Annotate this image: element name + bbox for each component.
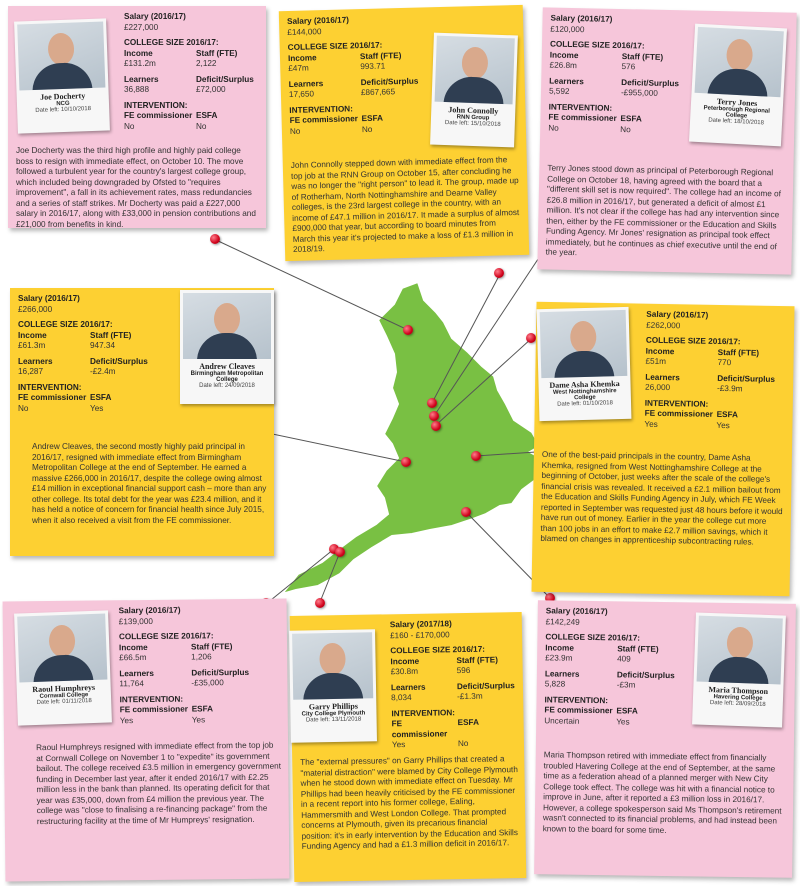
salary-label: Salary (2016/17) <box>124 12 186 21</box>
learners-value: 36,888 <box>124 85 150 94</box>
learners-value: 5,828 <box>544 679 566 689</box>
college-size-label: COLLEGE SIZE 2016/17: <box>18 320 113 329</box>
pin-icon <box>471 451 481 461</box>
deficit-label: Deficit/Surplus <box>456 680 515 691</box>
learners-value: 26,000 <box>644 382 671 393</box>
income-label: Income <box>545 642 575 653</box>
fe-commissioner-label: FE commissioner <box>289 114 358 125</box>
fe-commissioner-label: FE commissioner <box>124 111 193 120</box>
staff-value: 2,122 <box>196 59 217 68</box>
person-name: John Connolly <box>448 105 499 116</box>
esfa-label: ESFA <box>616 706 638 716</box>
story-text: Terry Jones stood down as principal of Peterborough Regional College on October 18, having agreed with the board that a "different skill set is now required". The college had an income of £26.8 million in 2016/17, but generated a deficit of almost £1 million. It's not clear if the college has had any intervention since then, either by the FE commissioner or the Education and Skills Funding Agency. Mr Jones' resignation as principal took effect immediately, but he continues as chief executive until the end of the year. <box>545 163 781 258</box>
date-left: Date left: 01/11/2018 <box>36 698 92 706</box>
college-stats <box>119 641 279 664</box>
pin-icon <box>431 421 441 431</box>
intervention-label: INTERVENTION: <box>119 694 184 704</box>
salary-value: £144,000 <box>287 26 322 37</box>
deficit-value: -£955,000 <box>620 88 658 98</box>
learner-stats <box>124 75 258 96</box>
portrait-image <box>292 632 373 699</box>
college-name: NCG <box>56 100 70 108</box>
intervention-label: INTERVENTION: <box>544 694 609 705</box>
salary-label: Salary (2016/17) <box>118 605 181 616</box>
pin-icon <box>401 457 411 467</box>
fe-commissioner-value: No <box>18 403 29 413</box>
fe-commissioner-label: FE commissioner <box>544 705 613 716</box>
pin-icon <box>461 507 471 517</box>
staff-label: Staff (FTE) <box>190 641 233 652</box>
salary-label: Salary (2017/18) <box>389 619 452 630</box>
esfa-value: No <box>457 738 469 749</box>
income-label: Income <box>287 52 317 63</box>
learners-label: Learners <box>288 78 324 89</box>
esfa-label: ESFA <box>457 717 480 728</box>
date-left: Date left: 24/09/2018 <box>199 383 255 389</box>
staff-label: Staff (FTE) <box>90 330 132 340</box>
fe-commissioner-value: Uncertain <box>544 715 580 726</box>
learners-label: Learners <box>549 76 584 86</box>
story-text: Andrew Cleaves, the second mostly highly paid principal in 2016/17, resigned with immediate effect from Birmingham Metropolitan College at the end of September. He earned a massive £266,000 in 2016/17, despite the college owing almost £14 million in exceptional financial support cash – more than any other college. Its total debt for the year was £23.4 million, and it has held a notice of concern for financial health since July 2015, when it also received a visit from the FE commissioner. <box>32 442 267 525</box>
portrait-humphreys <box>14 610 112 725</box>
portrait-image <box>17 613 107 682</box>
salary-value: £139,000 <box>118 616 153 626</box>
income-value: £26.8m <box>549 60 577 71</box>
portrait-cleaves <box>180 290 274 404</box>
learners-value: 5,592 <box>548 86 570 96</box>
learners-value: 11,764 <box>119 679 144 689</box>
esfa-value: No <box>361 124 373 134</box>
college-stats <box>390 655 514 678</box>
college-name: Cornwall College <box>39 692 89 700</box>
intervention-label: INTERVENTION: <box>548 102 613 113</box>
intervention-stats <box>392 717 517 751</box>
salary-label: Salary (2016/17) <box>646 309 709 320</box>
esfa-label: ESFA <box>191 704 214 714</box>
salary-value: £266,000 <box>18 304 53 314</box>
portrait-image <box>697 616 783 685</box>
esfa-value: Yes <box>616 716 630 727</box>
college-name: West Nottinghamshire College <box>552 388 617 402</box>
income-label: Income <box>118 642 148 652</box>
portrait-khemka <box>537 307 632 421</box>
story-text: Raoul Humphreys resigned with immediate effect from the top job at Cornwall College on November 1 to "expedite" its government bailout. The college received £3.5 million in emergency government funding in December last year, after it ended 2016/17 with £2.25 million less in the bank than planned. Its operating deficit for that year was £35,000, down from £4 million the previous year. The college was "close to finalising a re-financing package" from the restructuring facility at the time of Mr Humpreys' resignation. <box>36 740 282 826</box>
person-name: Joe Docherty <box>40 91 86 102</box>
staff-label: Staff (FTE) <box>359 50 402 61</box>
date-left: Date left: 28/09/2018 <box>709 700 766 708</box>
salary-value: £227,000 <box>124 22 159 32</box>
college-size-label: COLLEGE SIZE 2016/17: <box>287 40 383 53</box>
deficit-label: Deficit/Surplus <box>621 77 680 88</box>
pin-icon <box>494 268 504 278</box>
esfa-label: ESFA <box>90 393 112 402</box>
person-name: Raoul Humphreys <box>32 682 96 695</box>
portrait-jones <box>689 24 787 147</box>
deficit-value: -£35,000 <box>191 678 224 688</box>
story-text: Joe Docherty was the third high profile and highly paid college boss to resign with immediate effect, on October 10. The move followed a turbulent year for the country's largest college group, which included being downgraded by Ofsted to "requires improvement", a fall in its achievement rates, mass redundancies and a series of staff strikes. Mr Docherty was paid a £227,000 salary in 2016/17, along with £33,000 in pension contributions and £21,000 from benefits in kind. <box>16 146 256 229</box>
portrait-image <box>540 310 628 378</box>
esfa-value: Yes <box>191 714 206 725</box>
college-name: Havering College <box>713 694 763 702</box>
deficit-label: Deficit/Surplus <box>196 74 254 84</box>
salary-value: £142,249 <box>545 616 580 627</box>
college-name: City College Plymouth <box>301 710 366 718</box>
fe-commissioner-label: FE commissioner <box>548 112 617 123</box>
learners-value: 16,287 <box>18 367 44 376</box>
story-text: Maria Thompson retired with immediate effect from financially troubled Havering College at the end of September, at the same time as a federation ahead of a planned merger with New City College took effect. The college was hit with a financial notice to improve in June, after it reported a £3 million loss in 2016/17. However, a college spokesperson said Ms Thompson's retirement wasn't connected to its financial problems, and had instead been known to the board for some time. <box>542 750 782 835</box>
college-size-label: COLLEGE SIZE 2016/17: <box>645 335 741 347</box>
deficit-value: £867,665 <box>360 87 396 98</box>
learner-stats <box>645 372 785 395</box>
esfa-label: ESFA <box>716 409 739 420</box>
england-map-shape <box>282 282 544 594</box>
learners-label: Learners <box>124 74 159 84</box>
salary-label: Salary (2016/17) <box>545 606 608 617</box>
income-value: £30.8m <box>390 666 419 677</box>
portrait-connolly <box>430 33 518 148</box>
intervention-label: INTERVENTION: <box>18 382 82 392</box>
deficit-value: -£1.3m <box>457 691 483 702</box>
pin-icon <box>429 411 439 421</box>
income-label: Income <box>645 346 675 356</box>
learner-stats <box>391 681 515 704</box>
person-name: Terry Jones <box>716 96 758 109</box>
fe-commissioner-label: FE commissioner <box>644 408 713 419</box>
intervention-stats <box>124 111 258 132</box>
intervention-label: INTERVENTION: <box>644 398 709 409</box>
salary-value: £160 - £170,000 <box>389 629 450 640</box>
esfa-value: No <box>620 124 631 134</box>
story-text: John Connolly stepped down with immediate effect from the top job at the RNN Group on October 15, after concluding he was no longer the "right person" to lead it. The group, made up of Rotherham, North Nottinghamshire and Dearne Valley colleges, is the 23rd largest college in the country, with an income of £47.1 million in 2016/17. It made a surplus of almost £900,000 that year, but according to board minutes from March this year it's projected to make a loss of £1.3 million in 2018/19. <box>290 155 520 254</box>
portrait-image <box>183 293 271 359</box>
deficit-label: Deficit/Surplus <box>717 373 776 384</box>
pin-icon <box>335 547 345 557</box>
deficit-label: Deficit/Surplus <box>90 356 148 366</box>
income-label: Income <box>549 50 579 60</box>
deficit-value: -£3.9m <box>716 383 743 394</box>
income-value: £47m <box>288 63 309 74</box>
date-left: Date left: 15/10/2018 <box>444 120 501 128</box>
college-stats <box>124 49 258 70</box>
portrait-image <box>17 22 105 91</box>
income-label: Income <box>390 656 420 666</box>
learners-label: Learners <box>18 356 53 366</box>
college-size-label: COLLEGE SIZE 2016/17: <box>390 644 486 656</box>
fe-commissioner-label: FE commissioner <box>18 393 87 402</box>
staff-label: Staff (FTE) <box>456 654 498 665</box>
salary-label: Salary (2016/17) <box>18 294 80 303</box>
intervention-stats <box>644 409 784 432</box>
salary-value: £120,000 <box>550 24 585 34</box>
income-label: Income <box>18 330 47 340</box>
portrait-docherty <box>14 18 110 133</box>
intervention-label: INTERVENTION: <box>289 103 354 115</box>
story-text: One of the best-paid principals in the country, Dame Asha Khemka, resigned from West Nottinghamshire College at the beginning of October, just weeks after the scale of the college's financial crisis was revealed. It received a £2.1 million bailout from the Education and Skills Funding Agency in July, which FE Week reported in September was requested just 48 hours before it would have run out of money. Earlier in the year the college cut more than 100 jobs in an effort to make £2.7 million savings, which it blamed on changes in apprenticeship subcontracting rules. <box>540 449 783 547</box>
staff-label: Staff (FTE) <box>617 643 659 654</box>
fe-commissioner-value: No <box>124 121 135 131</box>
learners-label: Learners <box>544 668 580 679</box>
date-left: Date left: 01/10/2018 <box>557 400 613 408</box>
deficit-value: £72,000 <box>196 85 226 94</box>
college-name: Peterborough Regional College <box>703 105 770 120</box>
deficit-value: -£2.4m <box>90 367 116 376</box>
esfa-label: ESFA <box>361 113 384 124</box>
date-left: Date left: 13/11/2018 <box>305 716 362 724</box>
salary-label: Salary (2016/17) <box>550 13 613 24</box>
salary-label: Salary (2016/17) <box>286 15 350 27</box>
fe-commissioner-value: Yes <box>391 740 406 750</box>
fe-commissioner-value: Yes <box>644 419 658 429</box>
date-left: Date left: 10/10/2018 <box>35 106 92 114</box>
staff-value: 576 <box>621 62 636 72</box>
deficit-label: Deficit/Surplus <box>616 669 675 680</box>
intervention-label: INTERVENTION: <box>391 707 456 718</box>
income-value: £23.9m <box>545 653 573 663</box>
learners-label: Learners <box>390 682 426 692</box>
learners-value: 17,650 <box>288 89 315 99</box>
deficit-label: Deficit/Surplus <box>360 76 419 87</box>
portrait-image <box>695 27 784 97</box>
esfa-value: Yes <box>716 420 730 430</box>
pin-icon <box>403 325 413 335</box>
esfa-label: ESFA <box>620 114 642 124</box>
college-size-label: COLLEGE SIZE 2016/17: <box>549 39 645 51</box>
deficit-label: Deficit/Surplus <box>191 667 250 678</box>
staff-value: 596 <box>456 665 471 676</box>
income-label: Income <box>124 48 153 58</box>
intervention-stats <box>120 704 280 727</box>
pin-icon <box>210 234 220 244</box>
college-stats <box>645 346 785 369</box>
staff-value: 1,206 <box>191 652 212 662</box>
portrait-phillips <box>289 629 377 742</box>
portrait-image <box>435 36 515 105</box>
deficit-value: -£3m <box>616 680 636 690</box>
fe-commissioner-label: FE commissioner <box>391 719 448 739</box>
college-size-label: COLLEGE SIZE 2016/17: <box>545 632 641 643</box>
portrait-thompson <box>692 612 786 727</box>
college-size-label: COLLEGE SIZE 2016/17: <box>124 38 219 47</box>
esfa-value: Yes <box>90 403 104 413</box>
pin-icon <box>315 598 325 608</box>
learners-label: Learners <box>119 668 154 678</box>
fe-commissioner-label: FE commissioner <box>119 704 188 715</box>
pin-icon <box>427 398 437 408</box>
staff-label: Staff (FTE) <box>196 48 238 58</box>
salary-value: £262,000 <box>646 320 681 330</box>
income-value: £131.2m <box>124 59 156 68</box>
staff-label: Staff (FTE) <box>717 347 760 358</box>
staff-value: 409 <box>617 654 631 664</box>
college-size-label: COLLEGE SIZE 2016/17: <box>118 631 214 642</box>
esfa-label: ESFA <box>196 111 218 120</box>
college-name: RNN Group <box>456 114 490 122</box>
college-name: Birmingham Metropolitan College <box>190 371 264 383</box>
story-text: The "external pressures" on Garry Phillips that created a "material distraction" were blamed by City College Plymouth when he stood down with immediate effect on Tuesday. Mr Phillips had been heavily criticised by the FE commissioner in a recent report into his former college, Ealing, Hammersmith and West London College. That prompted concerns at Plymouth, given its precarious financial position: it's in early intervention by the Education and Skills Funding Agency and had a £1.3 million deficit in 2016/17. <box>300 754 518 851</box>
staff-value: 993.71 <box>360 61 386 72</box>
learners-label: Learners <box>645 372 680 382</box>
learners-value: 8,034 <box>391 692 412 703</box>
income-value: £61.3m <box>18 341 46 350</box>
income-value: £66.5m <box>119 652 147 663</box>
fe-commissioner-value: No <box>548 123 559 133</box>
date-left: Date left: 18/10/2018 <box>708 117 765 127</box>
pin-icon <box>526 333 536 343</box>
fe-commissioner-value: No <box>289 126 301 136</box>
esfa-value: No <box>196 121 207 131</box>
income-value: £51m <box>645 356 667 367</box>
person-name: Garry Phillips <box>308 701 358 712</box>
learner-stats <box>119 667 279 690</box>
person-name: Maria Thompson <box>708 684 769 697</box>
staff-value: 947.34 <box>90 341 116 350</box>
person-name: Andrew Cleaves <box>199 362 255 371</box>
intervention-label: INTERVENTION: <box>124 100 188 110</box>
staff-value: 770 <box>717 357 732 368</box>
person-name: Dame Asha Khemka <box>549 379 620 390</box>
staff-label: Staff (FTE) <box>621 51 664 62</box>
fe-commissioner-value: Yes <box>119 715 134 725</box>
